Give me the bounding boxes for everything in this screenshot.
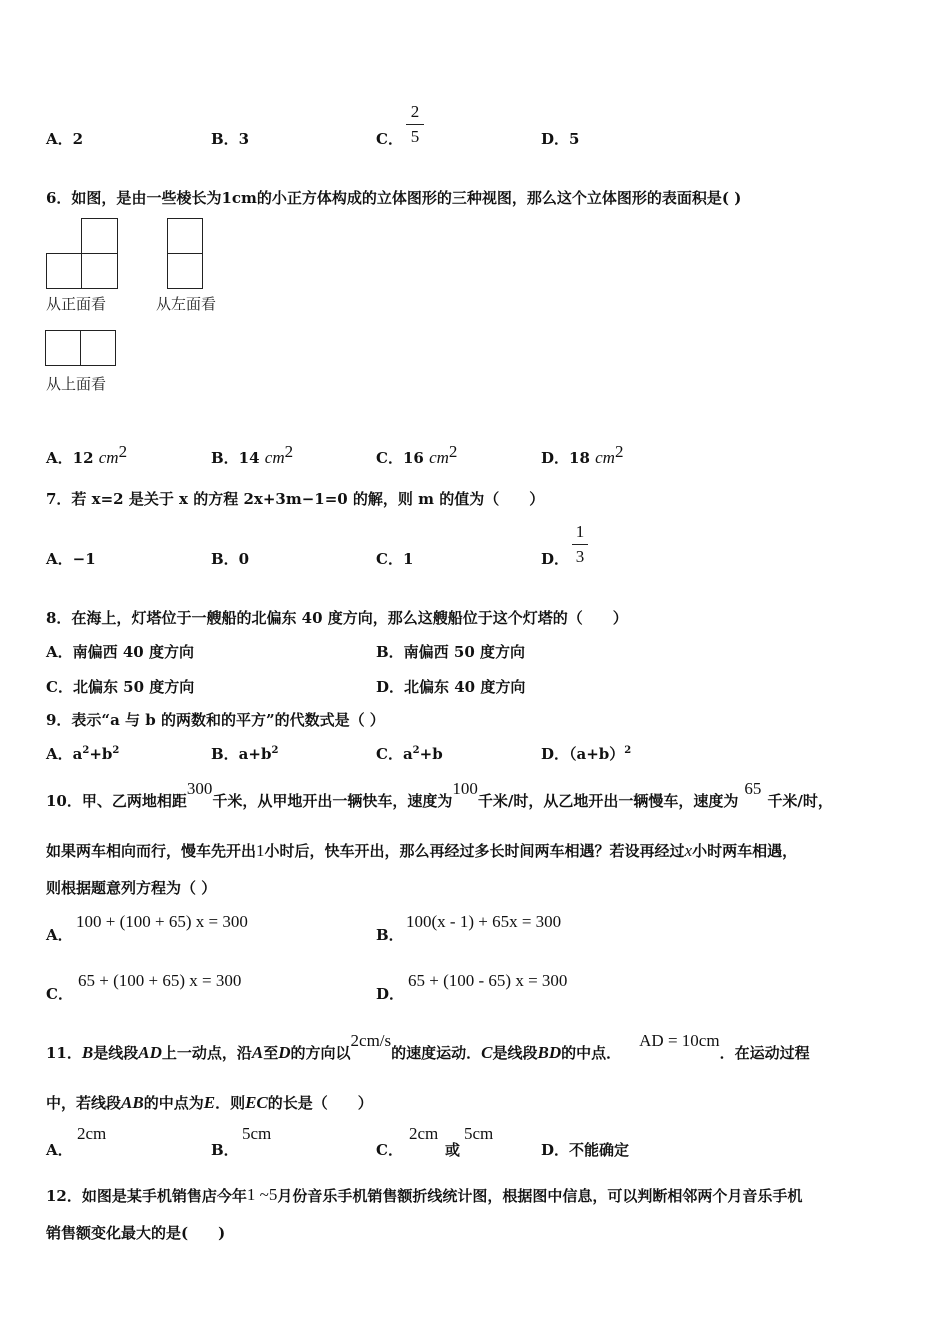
q11-option-c: C．: [376, 1141, 403, 1159]
q7-stem: 7．若 x=2 是关于 x 的方程 2x+3m−1=0 的解，则 m 的值为（ ）: [46, 490, 545, 508]
q12-line-2: 销售额变化最大的是( ): [46, 1224, 226, 1242]
q9-option-b: B．$a+b^2$: [211, 745, 279, 763]
q10-line-1: 10．甲、乙两地相距300千米，从甲地开出一辆快车，速度为100千米/时，从乙地开出一辆慢车，速度为65千米/时，: [46, 779, 833, 810]
q10-option-b: B．: [376, 926, 404, 944]
left-view-bottom-square: [167, 253, 203, 289]
q11-option-a-value: 2cm: [77, 1124, 107, 1143]
q7-d-numerator: 1: [575, 522, 585, 541]
q11-option-c-value-1: 2cm: [409, 1124, 439, 1143]
q5-option-c: C．: [376, 130, 403, 148]
front-view-top-square: [81, 218, 118, 254]
q11-line-1: 11．B是线段AD上一动点，沿A至D的方向以2cm/s的速度运动．C是线段BD的中点．AD = 10cm．在运动过程: [46, 1031, 810, 1062]
q8-option-b: B．南偏西 50 度方向: [376, 643, 525, 661]
q8-option-d: D．北偏东 40 度方向: [376, 678, 526, 696]
q8-option-c: C．北偏东 50 度方向: [46, 678, 195, 696]
q10-option-d-equation: 65 + (100 - 65) x = 300: [408, 971, 568, 990]
q11-option-c-or: 或: [445, 1141, 461, 1159]
q9-option-a: A．$a^2+b^2$: [46, 745, 120, 763]
q7-option-c: C．1: [376, 550, 414, 568]
q11-line-2: 中，若线段AB的中点为E．则EC的长是（ ）: [46, 1093, 373, 1112]
q10-option-b-equation: 100(x - 1) + 65x = 300: [406, 912, 562, 931]
q11-option-b: B．: [211, 1141, 239, 1159]
q6-option-d: D．18 $cm^2$: [541, 442, 624, 467]
q5-c-denominator: 5: [410, 127, 420, 146]
q7-option-d-fraction: [572, 522, 588, 567]
q8-stem: 8．在海上，灯塔位于一艘船的北偏东 40 度方向，那么这艘船位于这个灯塔的（ ）: [46, 609, 628, 627]
q8-option-a: A．南偏西 40 度方向: [46, 643, 194, 661]
front-view-bottom-right-square: [81, 253, 118, 289]
q5-option-a: A．2: [46, 130, 84, 148]
q11-option-c-value-2: 5cm: [464, 1124, 494, 1143]
q6-stem: 6．如图，是由一些棱长为1cm的小正方体构成的立体图形的三种视图，那么这个立体图形的表面积是( ): [46, 189, 742, 207]
left-view-top-square: [167, 218, 203, 254]
q9-option-d: D．$(a+b)^2$: [541, 745, 632, 763]
q7-option-b: B．0: [211, 550, 250, 568]
top-view-right-square: [80, 330, 116, 366]
q6-top-view-label: 从上面看: [46, 375, 107, 393]
q10-line-3: 则根据题意列方程为（ ）: [46, 879, 217, 897]
q10-option-a-equation: 100 + (100 + 65) x = 300: [76, 912, 248, 931]
q6-left-view-label: 从左面看: [156, 295, 217, 313]
q7-option-a: A．−1: [46, 550, 96, 568]
q6-option-c: C．16 $cm^2$: [376, 442, 458, 467]
q10-option-c-equation: 65 + (100 + 65) x = 300: [78, 971, 242, 990]
q6-option-a: A．12 $cm^2$: [46, 442, 128, 467]
q10-line-2: 如果两车相向而行，慢车先开出1小时后，快车开出，那么再经过多长时间两车相遇？若设再经过x小时两车相遇，: [46, 841, 798, 860]
front-view-bottom-left-square: [46, 253, 82, 289]
q7-d-denominator: 3: [575, 547, 585, 566]
q9-option-c: C．$a^2+b$: [376, 745, 443, 763]
q6-front-view-label: 从正面看: [46, 295, 107, 313]
q5-option-b: B．3: [211, 130, 250, 148]
q12-line-1: 12．如图是某手机销售店今年1 ~5月份音乐手机销售额折线统计图，根据图中信息，可以判断相邻两个月音乐手机: [46, 1185, 803, 1205]
q5-option-d: D．5: [541, 130, 580, 148]
q5-c-numerator: 2: [410, 102, 420, 121]
top-view-left-square: [45, 330, 81, 366]
q11-option-d: D．不能确定: [541, 1141, 630, 1159]
q7-option-d: D．: [541, 550, 570, 568]
q11-option-a: A．: [46, 1141, 73, 1159]
q10-option-c: C．: [46, 985, 73, 1003]
q9-stem: 9．表示“a 与 b 的两数和的平方”的代数式是（ ）: [46, 711, 385, 729]
q10-option-a: A．: [46, 926, 73, 944]
q5-option-c-fraction: [406, 102, 424, 147]
q6-option-b: B．14 $cm^2$: [211, 442, 294, 467]
q11-option-b-value: 5cm: [242, 1124, 272, 1143]
q10-option-d: D．: [376, 985, 405, 1003]
